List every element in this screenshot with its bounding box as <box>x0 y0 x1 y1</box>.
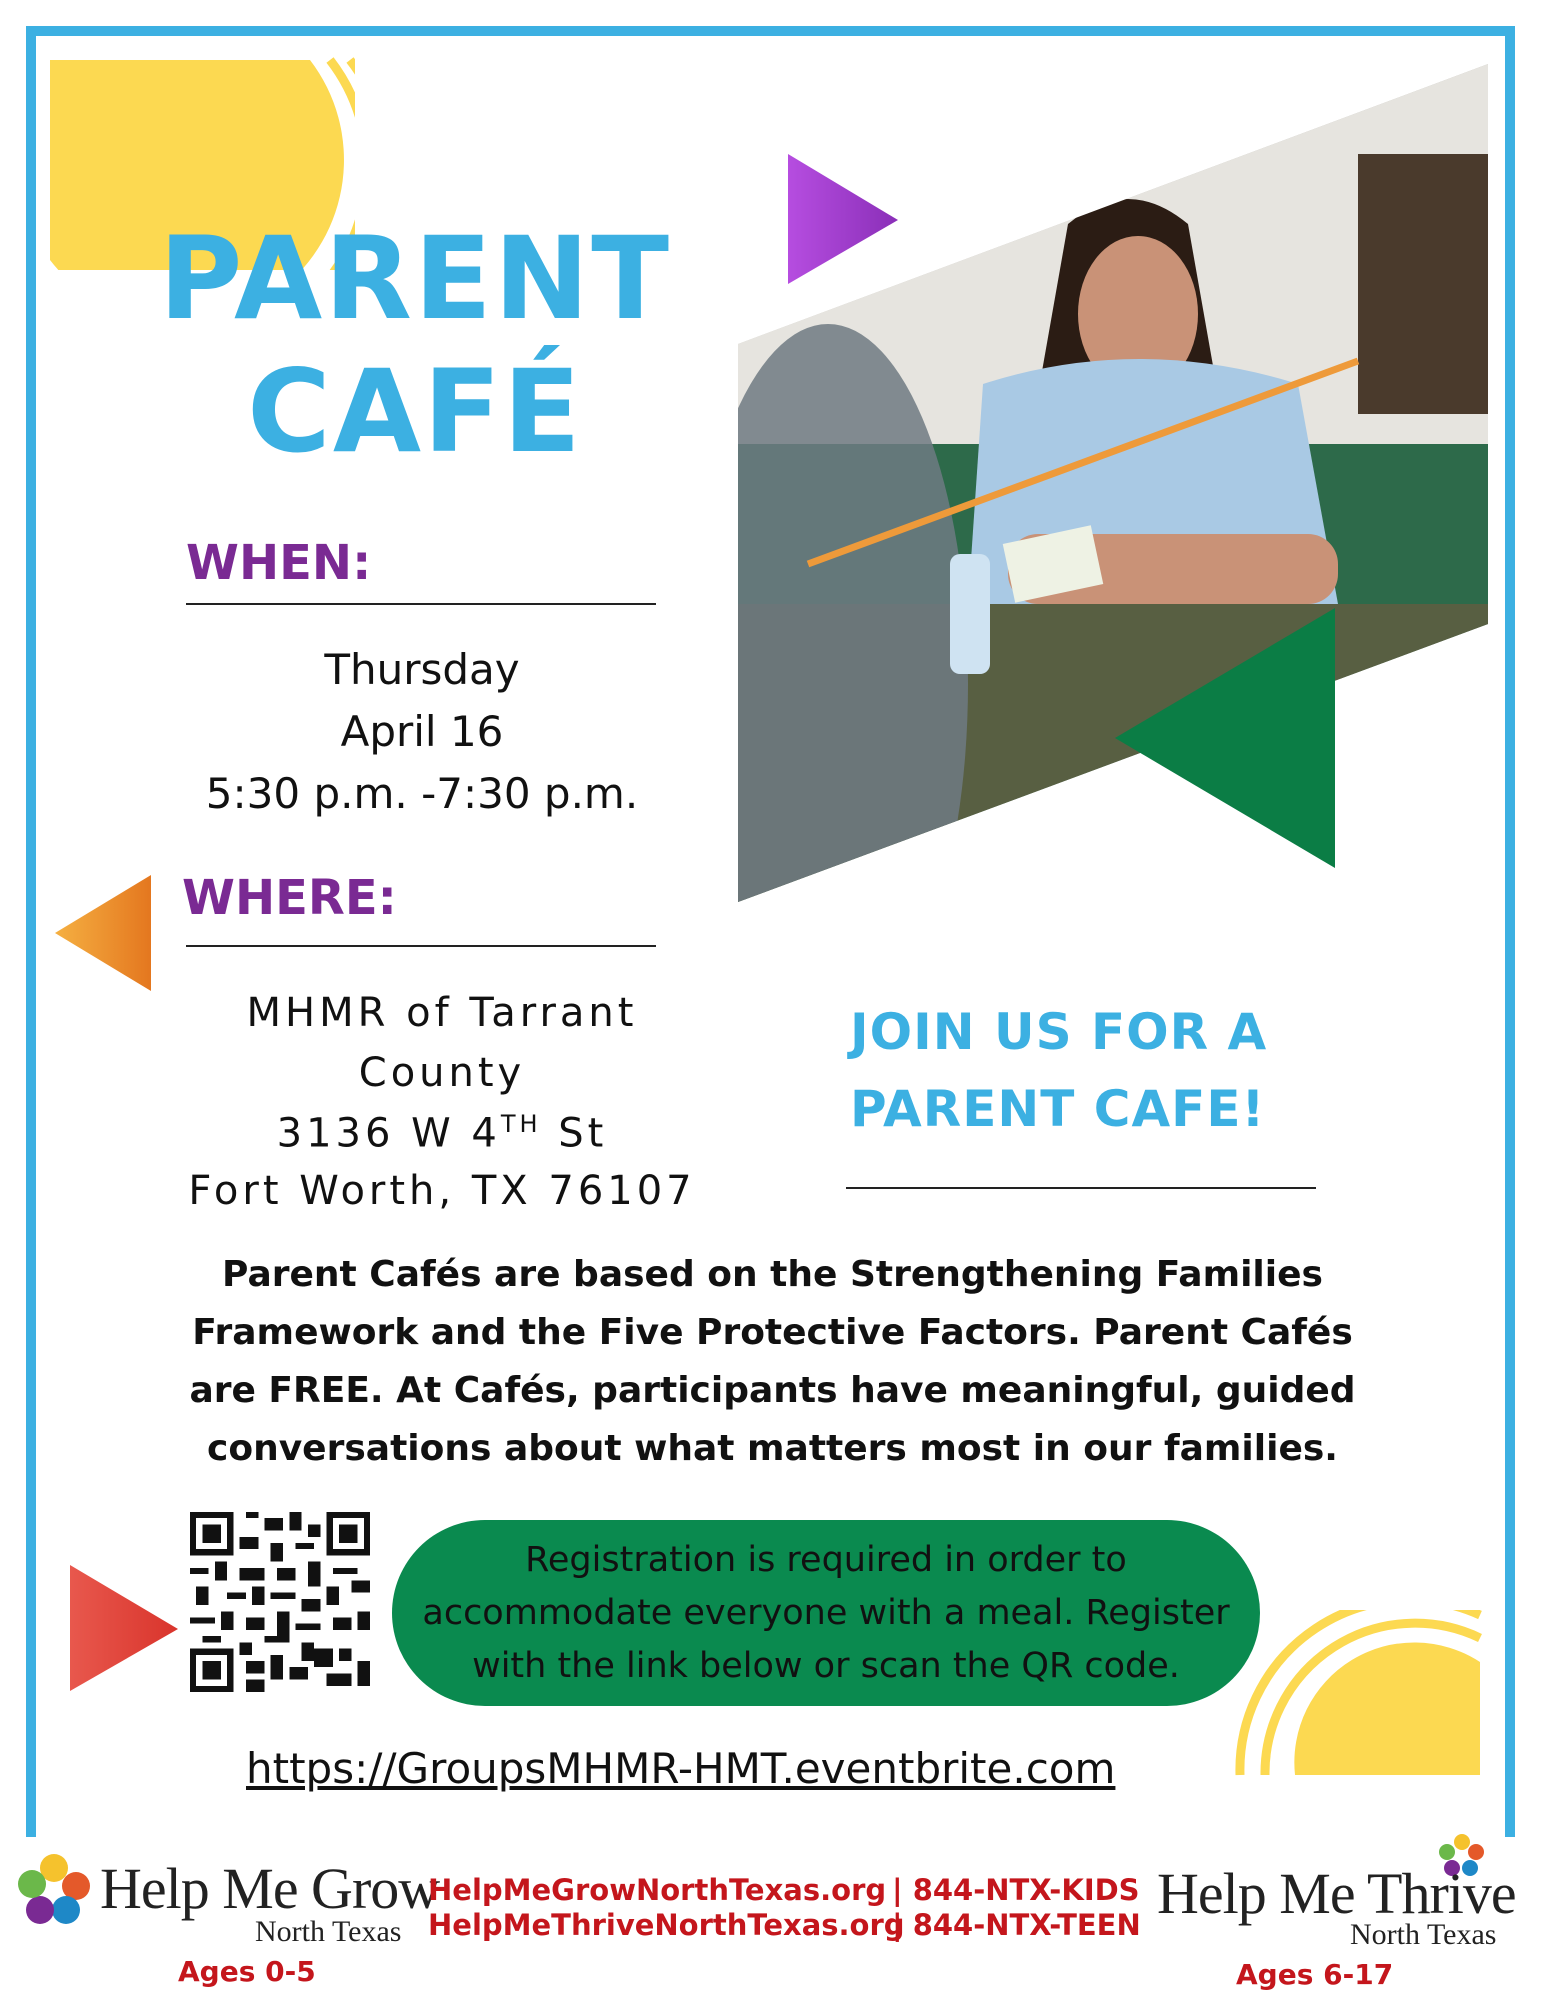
help-me-grow-phone[interactable]: | 844-NTX-KIDS <box>892 1873 1140 1907</box>
eventbrite-link[interactable]: https://GroupsMHMR-HMT.eventbrite.com <box>246 1744 1116 1793</box>
page-title: PARENT <box>158 212 672 345</box>
help-me-grow-url[interactable]: HelpMeGrowNorthTexas.org <box>428 1873 887 1907</box>
help-me-grow-region: North Texas <box>255 1915 402 1948</box>
registration-note: Registration is required in order to accommodate everyone with a meal. Register with the link below or scan the QR code. <box>392 1520 1260 1706</box>
help-me-grow-logo: Help Me Grow <box>100 1856 440 1921</box>
venue-street: 3136 W 4TH St <box>276 1110 608 1157</box>
help-me-thrive-phone[interactable]: | 844-NTX-TEEN <box>892 1908 1141 1942</box>
venue-city: Fort Worth, TX 76107 <box>188 1168 696 1214</box>
sun-decoration-bottom <box>1235 1610 1485 1780</box>
page-title-line2: CAFÉ <box>247 345 583 478</box>
help-me-thrive-url[interactable]: HelpMeThriveNorthTexas.org <box>428 1908 905 1942</box>
qr-code[interactable] <box>190 1512 370 1692</box>
join-heading-line2: PARENT CAFE! <box>850 1080 1266 1138</box>
where-heading: WHERE: <box>182 870 397 926</box>
event-date: April 16 <box>340 707 504 756</box>
help-me-thrive-logo: Help Me Thrive <box>1157 1861 1516 1926</box>
help-me-grow-ages: Ages 0-5 <box>178 1955 316 1988</box>
venue-name-line2: County <box>358 1050 526 1096</box>
parent-photo <box>738 64 1490 904</box>
when-divider <box>186 603 656 605</box>
orange-triangle-icon <box>55 875 155 993</box>
red-triangle-icon <box>70 1565 182 1693</box>
venue-name: MHMR of Tarrant <box>246 990 638 1036</box>
event-time: 5:30 p.m. -7:30 p.m. <box>205 769 639 818</box>
event-day: Thursday <box>324 645 520 694</box>
help-me-thrive-region: North Texas <box>1350 1918 1497 1951</box>
green-triangle-icon <box>1115 608 1340 870</box>
when-heading: WHEN: <box>186 535 372 591</box>
help-me-grow-flower-icon <box>14 1848 94 1928</box>
description-text: Parent Cafés are based on the Strengthening Families Framework and the Five Protective Factors. Parent Cafés are FREE. At Cafés, participants have meaningful, guided conversations about what matters most in our families. <box>189 1254 1356 1469</box>
where-divider <box>186 945 656 947</box>
help-me-thrive-ages: Ages 6-17 <box>1236 1958 1394 1991</box>
join-heading: JOIN US FOR A <box>850 1003 1268 1061</box>
join-divider <box>846 1187 1316 1189</box>
